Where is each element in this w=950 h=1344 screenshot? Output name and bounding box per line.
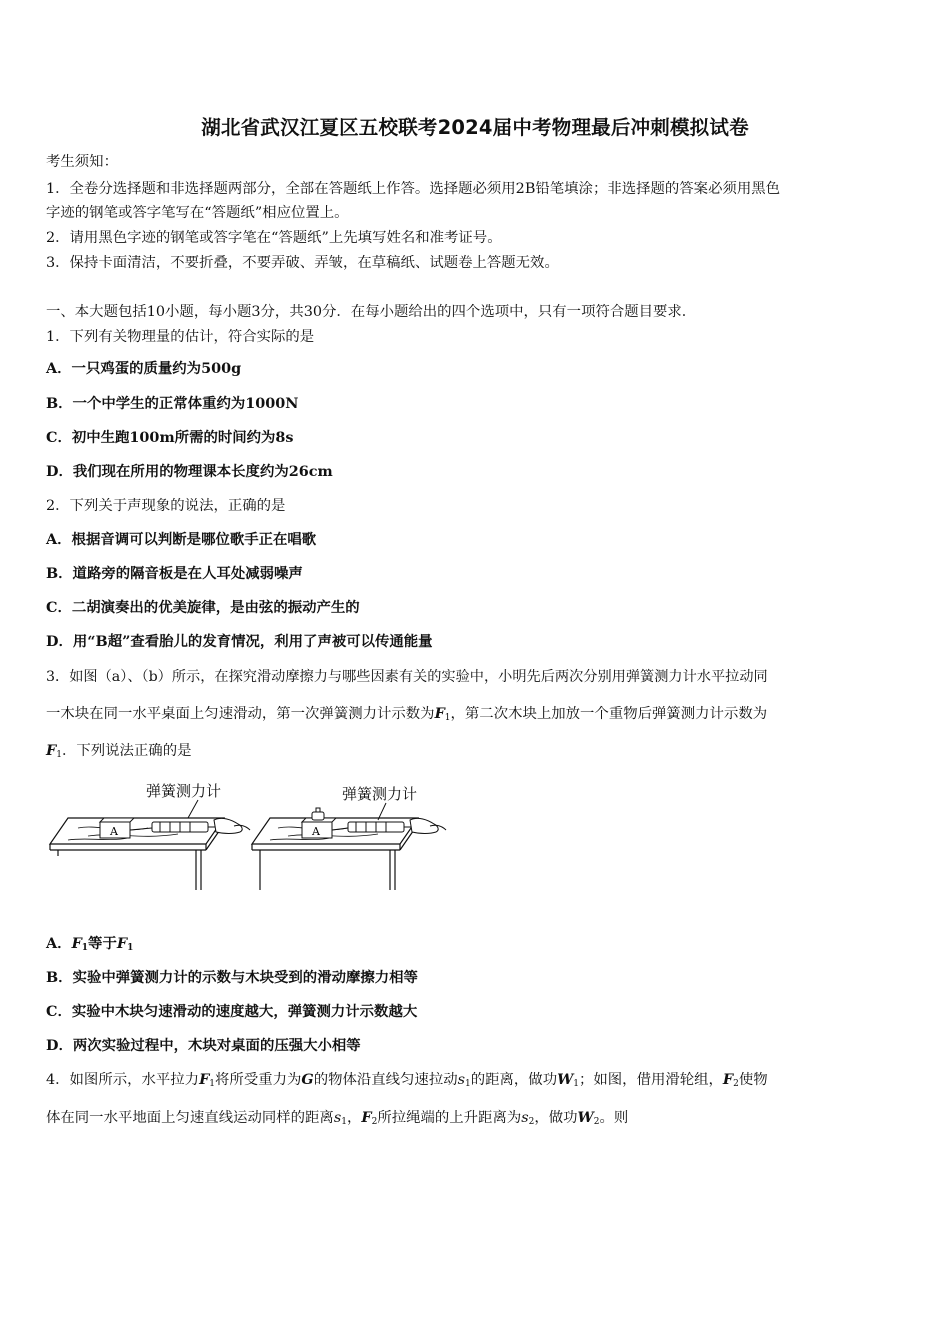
- section-heading: 一、本大题包括10小题，每小题3分，共30分．在每小题给出的四个选项中，只有一项符合题目要求．: [46, 304, 697, 320]
- q3-option-b: B．实验中弹簧测力计的示数与木块受到的滑动摩擦力相等: [46, 969, 418, 986]
- q1-option-b: B．一个中学生的正常体重约为1000N: [46, 395, 299, 412]
- q4-stem-line2: 体在同一水平地面上匀速直线运动同样的距离$s_1$，$F_2$所拉绳端的上升距离为$s_2$，做功$W_2$。则: [46, 1109, 629, 1127]
- notice-item: 2．请用黑色字迹的钢笔或答字笔在“答题纸”上先填写姓名和准考证号。: [46, 230, 502, 246]
- spring-scale-label-a: 弹簧测力计: [146, 782, 222, 800]
- page-title: 湖北省武汉江夏区五校联考2024届中考物理最后冲刺模拟试卷: [201, 116, 749, 139]
- q2-option-b: B．道路旁的隔音板是在人耳处减弱噪声: [46, 565, 303, 582]
- q1-option-d: D．我们现在所用的物理课本长度约为26cm: [46, 463, 333, 480]
- q3-option-a: A．$F_1$等于$F_1$: [46, 935, 134, 953]
- q3-stem-line2: 一木块在同一水平桌面上匀速滑动，第一次弹簧测力计示数为$F_1$，第二次木块上加放一个重物后弹簧测力计示数为: [46, 705, 768, 723]
- experiment-figure: [48, 776, 458, 896]
- q1-option-c: C．初中生跑100m所需的时间约为8s: [46, 429, 294, 446]
- q3-stem-line1: 3．如图（a）、（b）所示，在探究滑动摩擦力与哪些因素有关的实验中，小明先后两次分别用弹簧测力计水平拉动同: [46, 669, 768, 685]
- spring-scale-b: [332, 822, 412, 832]
- svg-text:A: A: [110, 825, 118, 838]
- q1-stem: 1．下列有关物理量的估计，符合实际的是: [46, 329, 315, 345]
- wood-block-a: [100, 818, 134, 838]
- q1-option-a: A．一只鸡蛋的质量约为500g: [46, 360, 242, 377]
- q3-stem-line3: $F_1$．下列说法正确的是: [46, 742, 192, 760]
- q3-option-d: D．两次实验过程中，木块对桌面的压强大小相等: [46, 1037, 361, 1054]
- hand-a: [214, 818, 242, 833]
- q3-option-c: C．实验中木块匀速滑动的速度越大，弹簧测力计示数越大: [46, 1003, 418, 1020]
- hand-b: [410, 818, 438, 833]
- q2-option-d: D．用“B超”查看胎儿的发育情况，利用了声被可以传通能量: [46, 633, 433, 650]
- q2-option-c: C．二胡演奏出的优美旋律，是由弦的振动产生的: [46, 599, 360, 616]
- svg-text:A: A: [312, 825, 320, 838]
- wood-block-b: [302, 808, 336, 838]
- notice-item: 1．全卷分选择题和非选择题两部分，全部在答题纸上作答。选择题必须用2B铅笔填涂；非选择题的答案必须用黑色: [46, 181, 781, 197]
- notice-item: 3．保持卡面清洁，不要折叠，不要弄破、弄皱，在草稿纸、试题卷上答题无效。: [46, 255, 559, 271]
- q2-stem: 2．下列关于声现象的说法，正确的是: [46, 498, 286, 514]
- notice-heading: 考生须知：: [46, 154, 118, 170]
- spring-scale-label-b: 弹簧测力计: [342, 785, 418, 803]
- q2-option-a: A．根据音调可以判断是哪位歌手正在唱歌: [46, 531, 317, 548]
- q4-stem-line1: 4．如图所示，水平拉力$F_1$将所受重力为G的物体沿直线匀速拉动$s_1$的距离，做功$W_1$；如图，借用滑轮组，$F_2$使物: [46, 1071, 768, 1089]
- notice-item: 字迹的钢笔或答字笔写在“答题纸”相应位置上。: [46, 205, 349, 221]
- spring-scale-a: [130, 822, 218, 832]
